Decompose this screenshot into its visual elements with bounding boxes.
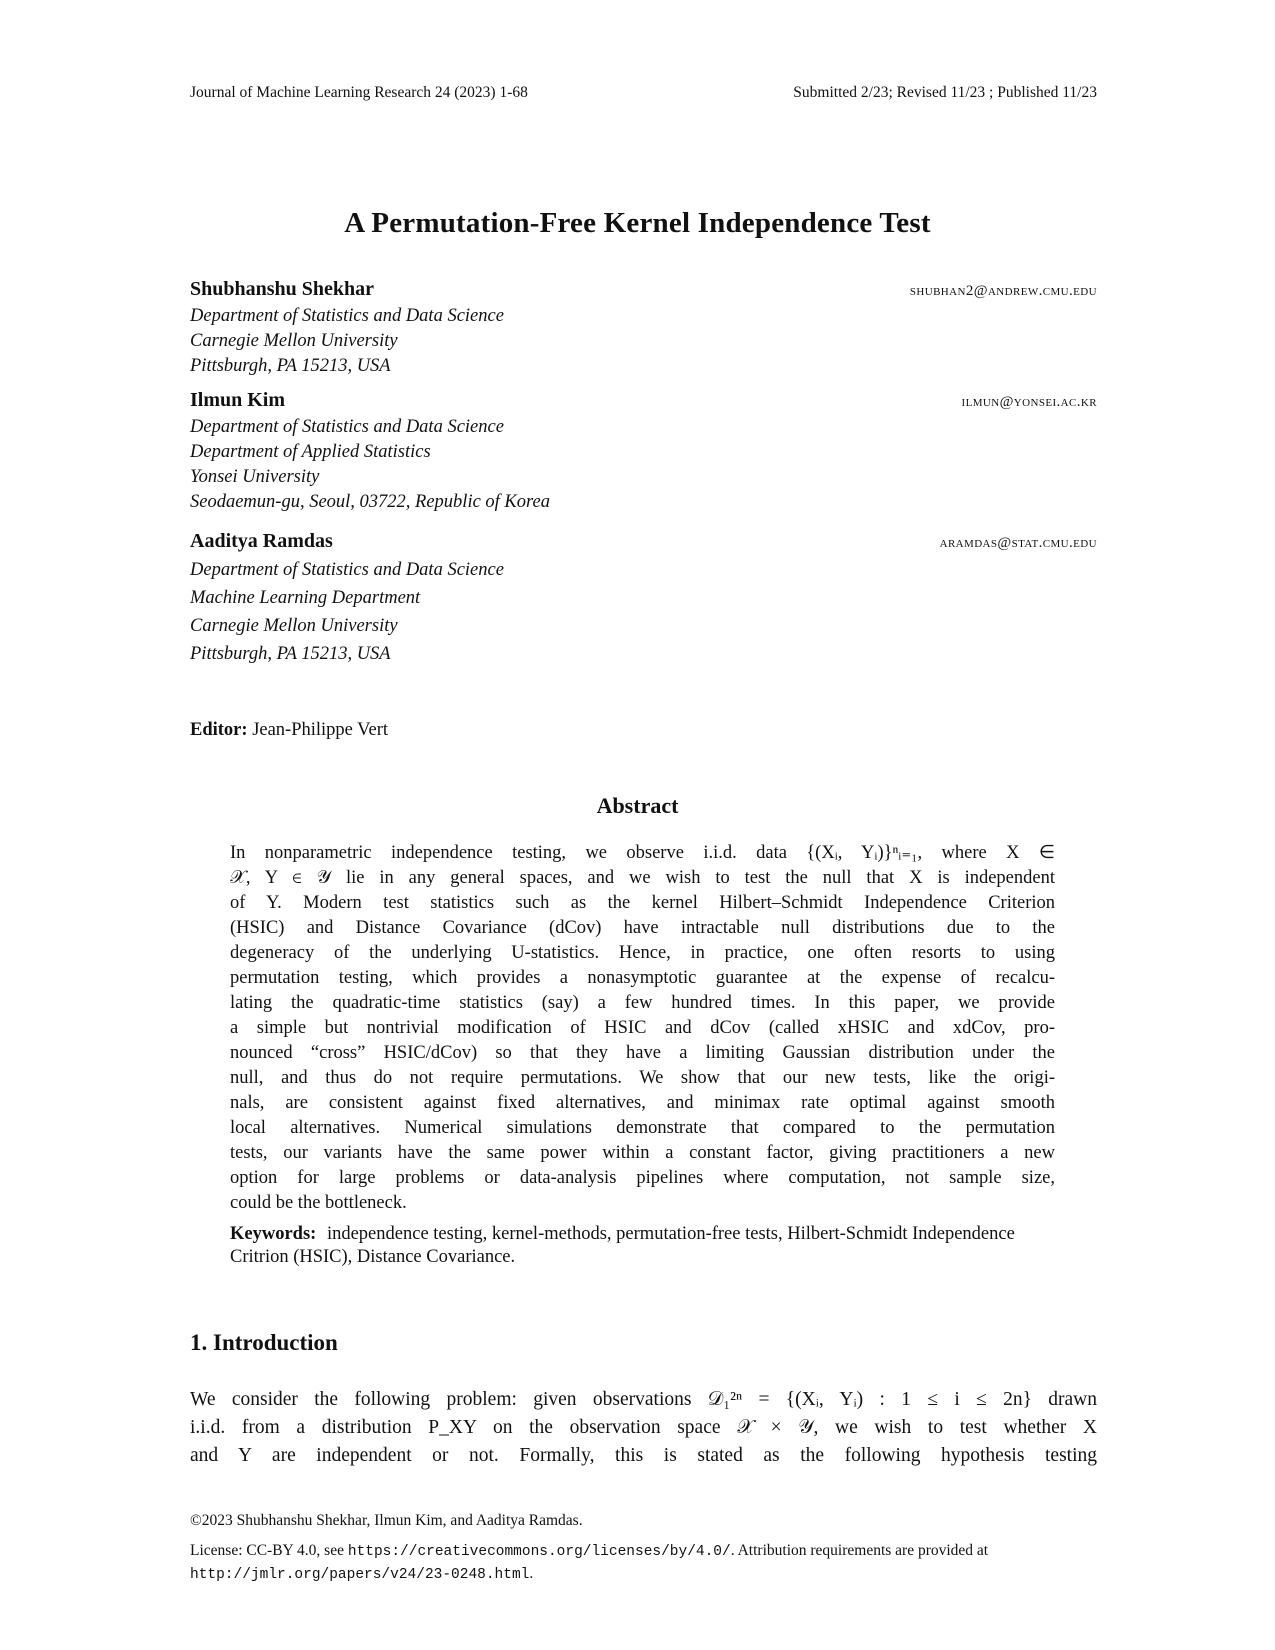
affiliation-line: Pittsburgh, PA 15213, USA	[190, 356, 391, 376]
author-email[interactable]: aramdas@stat.cmu.edu	[939, 535, 1097, 551]
license-link[interactable]: https://creativecommons.org/licenses/by/4.0/	[347, 1544, 731, 1560]
license-prefix: License: CC-BY 4.0, see	[190, 1542, 348, 1559]
affiliation-line: Department of Statistics and Data Science	[190, 560, 504, 580]
keywords	[230, 1223, 1060, 1269]
abstract-line: of Y. Modern test statistics such as the kernel Hilbert–Schmidt Independence Criterion	[230, 893, 1055, 913]
author-name: Shubhanshu Shekhar	[190, 278, 375, 300]
intro-line: and Y are independent or not. Formally, this is stated as the following hypothesis testing	[190, 1445, 1097, 1466]
author-block	[190, 389, 1097, 515]
paper-link[interactable]: http://jmlr.org/papers/v24/23-0248.html	[190, 1567, 530, 1583]
abstract-line: (HSIC) and Distance Covariance (dCov) have intractable null distributions due to the	[230, 918, 1055, 938]
editor-label: Editor:	[190, 720, 248, 740]
running-header	[190, 84, 1097, 102]
abstract-line: null, and thus do not require permutations. We show that our new tests, like the origi-	[230, 1068, 1055, 1088]
abstract-heading: Abstract	[596, 793, 679, 818]
abstract-line: tests, our variants have the same power within a constant factor, giving practitioners a new	[230, 1143, 1055, 1163]
abstract-body	[230, 841, 1055, 1216]
keywords-text: independence testing, kernel-methods, permutation-free tests, Hilbert-Schmidt Independence Critrion (HSIC), Distance Covariance.	[230, 1224, 1015, 1267]
intro-line: We consider the following problem: given observations 𝒟₁²ⁿ = {(Xᵢ, Yᵢ) : 1 ≤ i ≤ 2n} drawn	[190, 1389, 1097, 1410]
affiliation-line: Department of Statistics and Data Science	[190, 417, 504, 437]
abstract-line: could be the bottleneck.	[230, 1193, 407, 1213]
license-suffix: .	[529, 1565, 534, 1582]
abstract-line: degeneracy of the underlying U-statistics. Hence, in practice, one often resorts to using	[230, 943, 1055, 963]
intro-line: i.i.d. from a distribution P_XY on the observation space 𝒳 × 𝒴, we wish to test whether X	[190, 1417, 1097, 1438]
author-email[interactable]: shubhan2@andrew.cmu.edu	[909, 283, 1097, 299]
abstract-line: In nonparametric independence testing, we observe i.i.d. data {(Xᵢ, Yᵢ)}ⁿᵢ₌₁, where X ∈	[230, 843, 1055, 863]
affiliation-line: Machine Learning Department	[190, 588, 421, 608]
affiliation-line: Pittsburgh, PA 15213, USA	[190, 644, 391, 664]
editor-name: Jean-Philippe Vert	[252, 720, 389, 740]
paper-title: A Permutation-Free Kernel Independence Test	[344, 207, 931, 239]
keywords-label: Keywords:	[230, 1224, 317, 1244]
abstract-line: 𝒳, Y ∈ 𝒴 lie in any general spaces, and we wish to test the null that X is independent	[230, 868, 1055, 888]
author-name: Aaditya Ramdas	[190, 530, 333, 552]
affiliation-line: Carnegie Mellon University	[190, 616, 398, 636]
submission-dates: Submitted 2/23; Revised 11/23 ; Published 11/23	[793, 84, 1097, 101]
abstract-line: local alternatives. Numerical simulations demonstrate that compared to the permutation	[230, 1118, 1055, 1138]
author-block	[190, 530, 1097, 668]
abstract-line: nals, are consistent against fixed alternatives, and minimax rate optimal against smooth	[230, 1093, 1055, 1113]
abstract-line: a simple but nontrivial modification of HSIC and dCov (called xHSIC and xdCov, pro-	[230, 1018, 1055, 1038]
editor-line	[190, 720, 388, 741]
abstract-line: nounced “cross” HSIC/dCov) so that they have a limiting Gaussian distribution under the	[230, 1043, 1055, 1063]
introduction-body	[190, 1386, 1097, 1470]
affiliation-line: Yonsei University	[190, 467, 320, 487]
journal-citation: Journal of Machine Learning Research 24 (2023) 1-68	[190, 84, 528, 101]
affiliation-line: Department of Statistics and Data Science	[190, 306, 504, 326]
affiliation-line: Seodaemun-gu, Seoul, 03722, Republic of Korea	[190, 492, 551, 512]
affiliation-line: Carnegie Mellon University	[190, 331, 398, 351]
license-notice	[190, 1540, 1070, 1586]
affiliation-line: Department of Applied Statistics	[190, 442, 431, 462]
author-block	[190, 278, 1097, 379]
section-heading-introduction: 1. Introduction	[190, 1330, 338, 1355]
author-name: Ilmun Kim	[190, 389, 286, 411]
author-email[interactable]: ilmun@yonsei.ac.kr	[961, 394, 1097, 410]
abstract-line: lating the quadratic-time statistics (say) a few hundred times. In this paper, we provide	[230, 993, 1055, 1013]
abstract-line: option for large problems or data-analysis pipelines where computation, not sample size,	[230, 1168, 1055, 1188]
abstract-line: permutation testing, which provides a nonasymptotic guarantee at the expense of recalcu-	[230, 968, 1055, 988]
copyright-notice: ©2023 Shubhanshu Shekhar, Ilmun Kim, and Aaditya Ramdas.	[190, 1512, 583, 1529]
license-mid: . Attribution requirements are provided at	[730, 1542, 989, 1559]
